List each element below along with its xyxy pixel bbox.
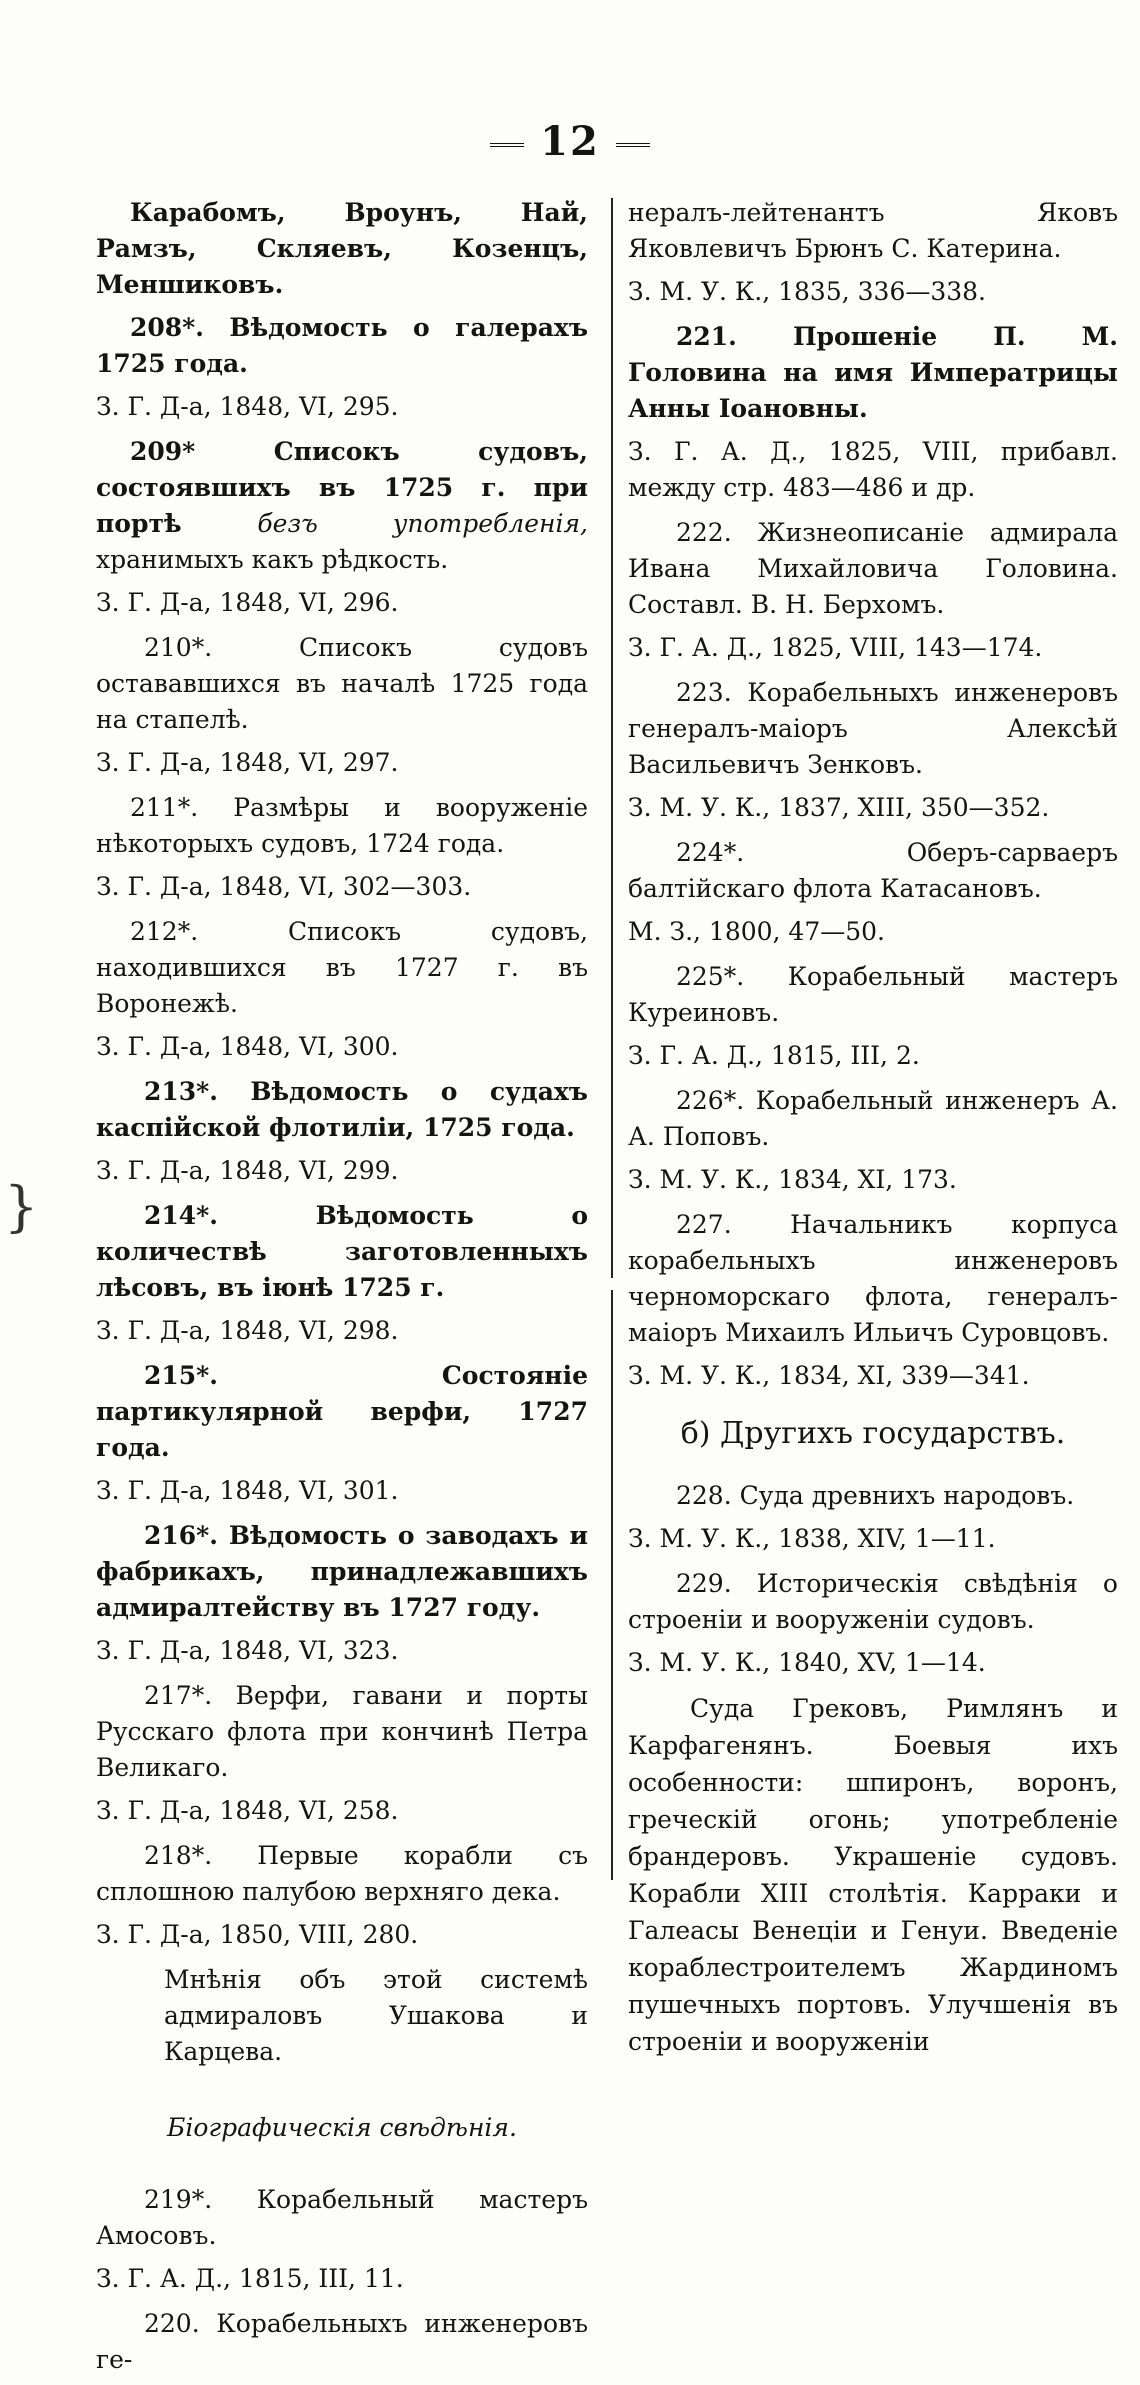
- left-ornament-dash: [490, 143, 524, 147]
- entry-reference: З. М. У. К., 1834, XI, 173.: [628, 1165, 957, 1194]
- entry-note: Мнѣнія объ этой системѣ адмираловъ Ушакова и Карцева.: [164, 1965, 588, 2066]
- entry-title-continued: 220. Корабельныхъ инженеровъ ге-: [96, 2309, 588, 2374]
- section-heading-biographical: Біографическія свѣдѣнія.: [167, 2113, 517, 2142]
- entry-title-end: хранимыхъ какъ рѣдкость.: [96, 545, 449, 574]
- entry-title: 219*. Корабельный мастеръ Амосовъ.: [96, 2185, 588, 2250]
- entry-reference: З. Г. Д-а, 1848, VI, 298.: [96, 1316, 399, 1345]
- entry-continuation: нералъ-лейтенантъ Яковъ Яковлевичъ Брюнъ С. Катерина.: [628, 198, 1118, 263]
- entry-reference: З. Г. Д-а, 1848, VI, 297.: [96, 748, 399, 777]
- entry-reference: З. М. У. К., 1834, XI, 339—341.: [628, 1361, 1030, 1390]
- entry-reference: З. М. У. К., 1838, XIV, 1—11.: [628, 1524, 996, 1553]
- column-divider-top: [611, 198, 613, 1278]
- entry-title: 217*. Верфи, гавани и порты Русскаго флота при кончинѣ Петра Великаго.: [96, 1681, 588, 1782]
- entry-reference: З. Г. Д-а, 1848, VI, 302—303.: [96, 872, 472, 901]
- entry-reference: З. Г. Д-а, 1848, VI, 301.: [96, 1476, 399, 1505]
- column-divider-bottom: [611, 1290, 613, 1880]
- entry-reference: З. Г. А. Д., 1825, VIII, прибавл. между стр. 483—486 и др.: [628, 437, 1118, 502]
- entry-title-italic: безъ употребленія,: [257, 509, 588, 538]
- entry-title-start: 209* Списокъ судовъ, состоявшихъ въ 1725 г. при портѣ: [96, 437, 588, 538]
- entry-title: 223. Корабельныхъ инженеровъ генералъ-маіоръ Алексѣй Васильевичъ Зенковъ.: [628, 678, 1118, 779]
- entry-reference: З. Г. Д-а, 1848, VI, 323.: [96, 1636, 399, 1665]
- entry-title: [96, 434, 588, 578]
- entry-title: 216*. Вѣдомость о заводахъ и фабрикахъ, принадлежавшихъ адмиралтейству въ 1727 году.: [96, 1521, 588, 1622]
- intro-text: Карабомъ, Вроунъ, Най, Рамзъ, Скляевъ, Козенцъ, Меншиковъ.: [96, 198, 588, 299]
- entry-title: 222. Жизнеописаніе адмирала Ивана Михайловича Головина. Составл. В. Н. Берхомъ.: [628, 518, 1118, 619]
- entry-title: 210*. Списокъ судовъ остававшихся въ началѣ 1725 года на стапелѣ.: [96, 633, 588, 734]
- entry-title: 215*. Состояніе партикулярной верфи, 1727 года.: [96, 1361, 588, 1462]
- entry-description-paragraph: Суда Грековъ, Римлянъ и Карфагенянъ. Боевыя ихъ особенности: шпиронъ, воронъ, греческій огонь; употребленіе брандеровъ. Украшеніе судовъ. Корабли XIII столѣтія. Карраки и Галеасы Венеціи и Генуи. Введеніе кораблестроителемъ Жардиномъ пушечныхъ портовъ. Улучшенія въ строеніи и вооруженіи: [628, 1694, 1118, 2056]
- entry-title: 225*. Корабельный мастеръ Куреиновъ.: [628, 962, 1118, 1027]
- entry-title: 221. Прошеніе П. М. Головина на имя Императрицы Анны Іоановны.: [628, 322, 1118, 423]
- entry-title: 224*. Оберъ-сарваеръ балтійскаго флота Катасановъ.: [628, 838, 1118, 903]
- entry-title: 227. Начальникъ корпуса корабельныхъ инженеровъ черноморскаго флота, генералъ-маіоръ Михаилъ Ильичъ Суровцовъ.: [628, 1210, 1118, 1347]
- entry-reference: З. Г. А. Д., 1815, III, 2.: [628, 1041, 920, 1070]
- entry-title: 226*. Корабельный инженеръ А. А. Поповъ.: [628, 1086, 1118, 1151]
- subsection-heading-other-states: б) Другихъ государствъ.: [680, 1416, 1066, 1451]
- entry-reference: З. Г. Д-а, 1848, VI, 299.: [96, 1156, 399, 1185]
- entry-title: 218*. Первые корабли съ сплошною палубою верхняго дека.: [96, 1841, 588, 1906]
- entry-reference: З. Г. А. Д., 1825, VIII, 143—174.: [628, 633, 1043, 662]
- entry-title: 211*. Размѣры и вооруженіе нѣкоторыхъ судовъ, 1724 года.: [96, 793, 588, 858]
- entry-title: 228. Суда древнихъ народовъ.: [676, 1481, 1075, 1510]
- entry-reference: З. Г. Д-а, 1848, VI, 258.: [96, 1796, 399, 1825]
- entry-title: 213*. Вѣдомость о судахъ каспійской флотиліи, 1725 года.: [96, 1077, 588, 1142]
- entry-title: 208*. Вѣдомость о галерахъ 1725 года.: [96, 313, 588, 378]
- entry-reference: З. М. У. К., 1840, XV, 1—14.: [628, 1648, 986, 1677]
- entry-reference: З. Г. Д-а, 1850, VIII, 280.: [96, 1920, 419, 1949]
- page-number-header: [0, 118, 1140, 165]
- entry-reference: М. З., 1800, 47—50.: [628, 917, 885, 946]
- entry-reference: З. М. У. К., 1835, 336—338.: [628, 277, 987, 306]
- left-column: [96, 195, 588, 2385]
- entry-title: 229. Историческія свѣдѣнія о строеніи и вооруженіи судовъ.: [628, 1569, 1118, 1634]
- entry-reference: З. Г. А. Д., 1815, III, 11.: [96, 2264, 404, 2293]
- right-ornament-dash: [616, 143, 650, 147]
- margin-bracket-mark: }: [4, 1175, 39, 1238]
- page-number: 12: [540, 118, 600, 165]
- entry-reference: З. М. У. К., 1837, XIII, 350—352.: [628, 793, 1050, 822]
- entry-reference: З. Г. Д-а, 1848, VI, 300.: [96, 1032, 399, 1061]
- right-column: [628, 195, 1118, 2060]
- entry-title: 212*. Списокъ судовъ, находившихся въ 1727 г. въ Воронежѣ.: [96, 917, 588, 1018]
- entry-reference: З. Г. Д-а, 1848, VI, 295.: [96, 392, 399, 421]
- entry-reference: З. Г. Д-а, 1848, VI, 296.: [96, 588, 399, 617]
- entry-title: 214*. Вѣдомость о количествѣ заготовленныхъ лѣсовъ, въ іюнѣ 1725 г.: [96, 1201, 588, 1302]
